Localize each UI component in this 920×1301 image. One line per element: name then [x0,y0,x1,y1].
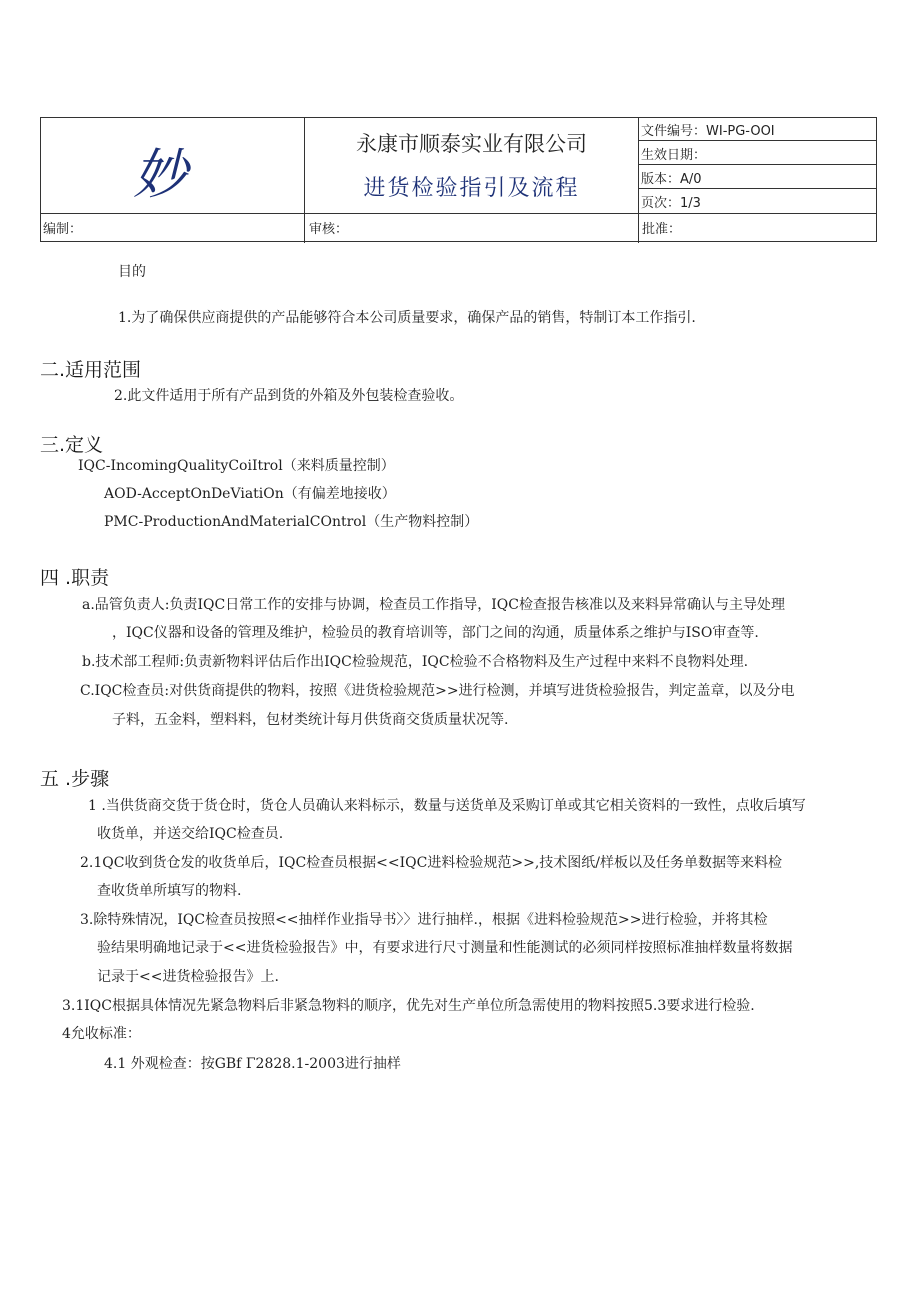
step-3-line-1: 3.除特殊情况，IQC检查员按照<<抽样作业指导书〉〉进行抽样.，根据《进料检验规范>>进行检验，并将其检 [80,912,768,928]
duty-b: b.技术部工程师:负责新物料评估后作出IQC检验规范，IQC检验不合格物料及生产过程中来料不良物料处理. [82,654,749,670]
document-title: 进货检验指引及流程 [363,176,580,201]
procedure-heading: 五 .步骤 [40,768,110,790]
duty-a-line-2: ，IQC仪器和设备的管理及维护，检验员的教育培训等，部门之间的沟通，质量体系之维护与ISO审查等. [112,625,759,641]
effective-date: 生效日期： [641,148,707,163]
step-2-line-1: 2.1QC收到货仓发的收货单后，IQC检查员根据<<IQC进料检验规范>>,技术图纸/样板以及任务单数据等来料检 [80,855,782,871]
reviewed-by-label: 审核： [309,222,349,237]
duty-a-line-1: a.品管负责人:负责IQC日常工作的安排与协调，检查员工作指导，IQC检查报告核准以及来料异常确认与主导处理 [82,597,785,613]
duty-c-line-2: 子料，五金料，塑料料，包材类统计每月供货商交货质量状况等. [112,712,509,728]
step-4-1: 4.1 外观检查：按GBf Γ2828.1-2003进行抽样 [104,1056,401,1072]
step-4-acceptance: 4允收标准： [62,1026,141,1042]
responsibility-heading: 四 .职责 [40,567,110,589]
scope-heading: 二.适用范围 [40,359,142,381]
step-1-line-1: 1 .当供货商交货于货仓时，货仓人员确认来料标示，数量与送货单及采购订单或其它相关资料的一致性，点收后填写 [88,798,806,814]
definition-pmc: PMC-ProductionAndMaterialCOntrol（生产物料控制） [104,514,479,530]
version: 版本：A/0 [641,172,702,187]
company-logo: 妙 [133,143,189,206]
document-header-table [40,117,877,242]
duty-c-line-1: C.IQC检查员:对供货商提供的物料，按照《进货检验规范>>进行检测，并填写进货检验报告，判定盖章，以及分电 [80,683,795,699]
purpose-item-1: 1.为了确保供应商提供的产品能够符合本公司质量要求，确保产品的销售，特制订本工作指引. [118,310,696,326]
step-2-line-2: 查收货单所填写的物料. [97,883,242,899]
file-number: 文件编号：WI-PG-OOI [641,124,775,139]
definition-heading: 三.定义 [40,434,104,456]
company-name: 永康市顺泰实业有限公司 [356,132,587,156]
definition-aod: AOD-AcceptOnDeViatiOn（有偏差地接收） [104,486,396,502]
approved-by-label: 批准： [642,222,682,237]
prepared-by-label: 编制： [43,222,83,237]
scope-item-2: 2.此文件适用于所有产品到货的外箱及外包装检查验收。 [114,388,464,404]
step-3-line-2: 验结果明确地记录于<<进货检验报告》中，有要求进行尺寸测量和性能测试的必须同样按照标准抽样数量将数据 [97,940,793,956]
step-3-1: 3.1IQC根据具体情况先紧急物料后非紧急物料的顺序，优先对生产单位所急需使用的物料按照5.3要求进行检验. [62,998,755,1014]
step-1-line-2: 收货单，并送交给IQC检查员. [97,826,284,842]
page-number: 页次：1/3 [641,196,701,211]
step-3-line-3: 记录于<<进货检验报告》上. [97,969,279,985]
purpose-heading: 目的 [118,264,146,280]
definition-iqc: IQC-IncomingQualityCoiItrol（来料质量控制） [78,458,395,474]
